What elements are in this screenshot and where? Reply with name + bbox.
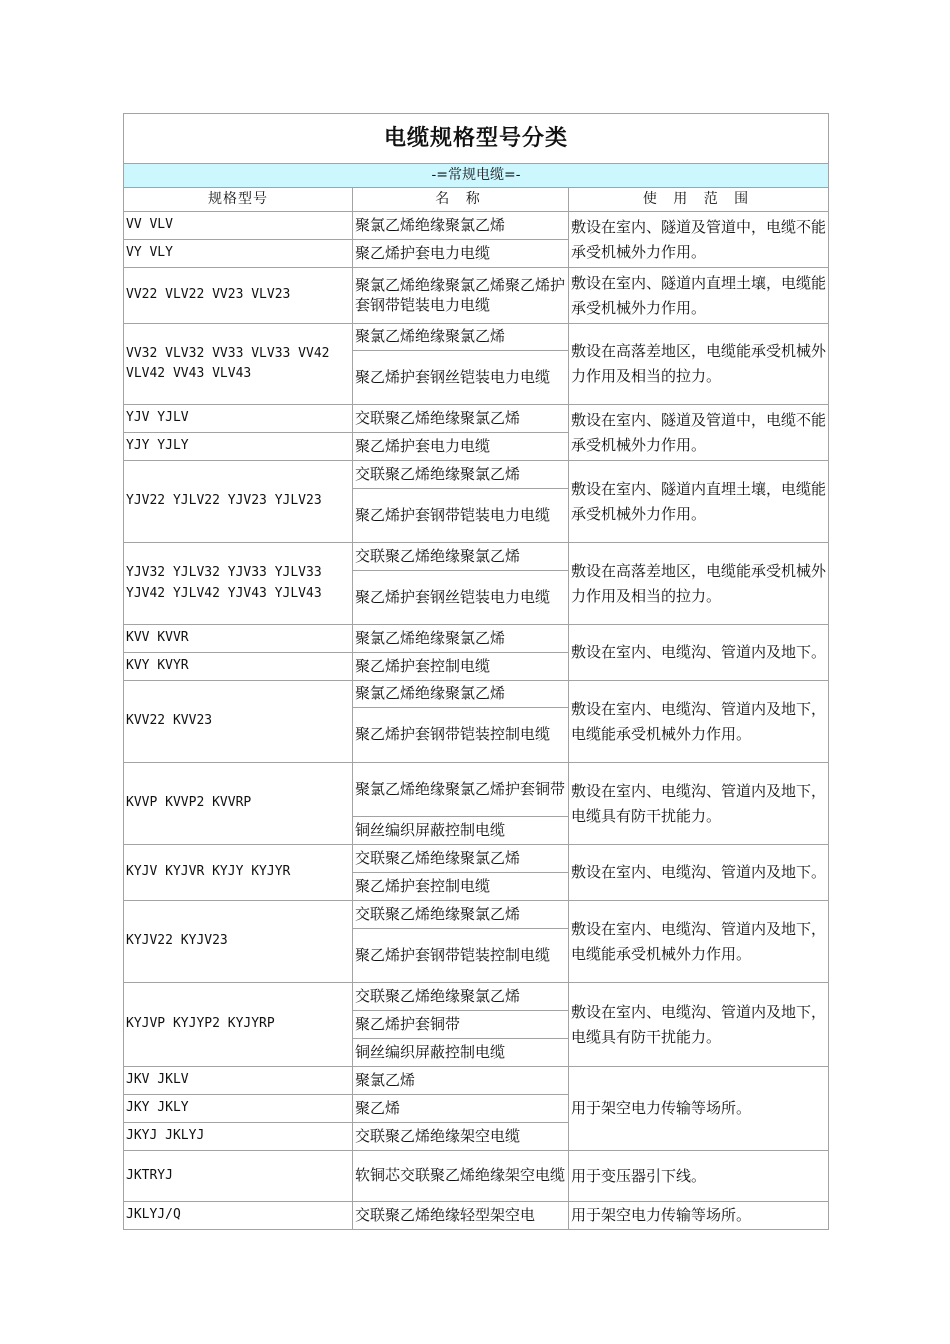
usage-cell: 用于变压器引下线。 xyxy=(569,1151,829,1202)
name-cell: 交联聚乙烯绝缘聚氯乙烯 xyxy=(353,983,569,1011)
model-cell: JKTRYJ xyxy=(124,1151,353,1202)
usage-cell: 敷设在室内、隧道内直埋土壤，电缆能承受机械外力作用。 xyxy=(569,268,829,324)
usage-cell: 用于架空电力传输等场所。 xyxy=(569,1067,829,1151)
section-heading: -=常规电缆=- xyxy=(124,164,829,188)
cable-spec-table xyxy=(123,113,829,1230)
header-name: 名 称 xyxy=(353,188,569,212)
header-model: 规格型号 xyxy=(124,188,353,212)
name-cell: 聚乙烯护套钢带铠装控制电缆 xyxy=(353,708,569,763)
table-row xyxy=(124,845,829,873)
table-row xyxy=(124,681,829,708)
name-cell: 聚乙烯护套铜带 xyxy=(353,1011,569,1039)
name-cell: 聚氯乙烯绝缘聚氯乙烯 xyxy=(353,324,569,351)
table-row xyxy=(124,625,829,653)
header-usage: 使 用 范 围 xyxy=(569,188,829,212)
name-cell: 交联聚乙烯绝缘轻型架空电 xyxy=(353,1202,569,1230)
name-cell: 软铜芯交联聚乙烯绝缘架空电缆 xyxy=(353,1151,569,1202)
name-cell: 聚氯乙烯绝缘聚氯乙烯 xyxy=(353,625,569,653)
model-cell: JKLYJ/Q xyxy=(124,1202,353,1230)
model-cell: YJV32 YJLV32 YJV33 YJLV33 YJV42 YJLV42 YJV43 YJLV43 xyxy=(124,543,353,625)
model-cell: KVV22 KVV23 xyxy=(124,681,353,763)
usage-cell: 敷设在高落差地区，电缆能承受机械外力作用及相当的拉力。 xyxy=(569,324,829,405)
name-cell: 聚乙烯护套钢带铠装电力电缆 xyxy=(353,489,569,543)
header-row xyxy=(124,188,829,212)
table-title: 电缆规格型号分类 xyxy=(124,114,829,164)
usage-cell: 用于架空电力传输等场所。 xyxy=(569,1202,829,1230)
usage-cell: 敷设在室内、隧道及管道中，电缆不能承受机械外力作用。 xyxy=(569,405,829,461)
model-cell: KYJV22 KYJV23 xyxy=(124,901,353,983)
name-cell: 交联聚乙烯绝缘架空电缆 xyxy=(353,1123,569,1151)
usage-cell: 敷设在室内、电缆沟、管道内及地下。 xyxy=(569,845,829,901)
usage-cell: 敷设在室内、电缆沟、管道内及地下，电缆具有防干扰能力。 xyxy=(569,983,829,1067)
table-row xyxy=(124,324,829,351)
table-row xyxy=(124,268,829,324)
name-cell: 铜丝编织屏蔽控制电缆 xyxy=(353,817,569,845)
name-cell: 聚氯乙烯绝缘聚氯乙烯 xyxy=(353,681,569,708)
name-cell: 聚乙烯护套钢丝铠装电力电缆 xyxy=(353,351,569,405)
table-row xyxy=(124,1067,829,1095)
usage-cell: 敷设在室内、隧道内直埋土壤，电缆能承受机械外力作用。 xyxy=(569,461,829,543)
name-cell: 聚乙烯护套钢丝铠装电力电缆 xyxy=(353,571,569,625)
table-row xyxy=(124,1202,829,1230)
name-cell: 交联聚乙烯绝缘聚氯乙烯 xyxy=(353,543,569,571)
title-row xyxy=(124,114,829,164)
section-row xyxy=(124,164,829,188)
name-cell: 聚乙烯护套电力电缆 xyxy=(353,433,569,461)
name-cell: 聚氯乙烯绝缘聚氯乙烯护套铜带 xyxy=(353,763,569,817)
name-cell: 聚乙烯护套控制电缆 xyxy=(353,873,569,901)
model-cell: VV32 VLV32 VV33 VLV33 VV42 VLV42 VV43 VLV43 xyxy=(124,324,353,405)
usage-cell: 敷设在室内、电缆沟、管道内及地下。 xyxy=(569,625,829,681)
model-cell: YJV22 YJLV22 YJV23 YJLV23 xyxy=(124,461,353,543)
model-cell: KYJVP KYJYP2 KYJYRP xyxy=(124,983,353,1067)
usage-cell: 敷设在室内、电缆沟、管道内及地下，电缆能承受机械外力作用。 xyxy=(569,681,829,763)
name-cell: 聚乙烯护套钢带铠装控制电缆 xyxy=(353,929,569,983)
table-row xyxy=(124,901,829,929)
model-cell: KVVP KVVP2 KVVRP xyxy=(124,763,353,845)
table-row xyxy=(124,461,829,489)
model-cell: KVY KVYR xyxy=(124,653,353,681)
name-cell: 铜丝编织屏蔽控制电缆 xyxy=(353,1039,569,1067)
name-cell: 聚乙烯 xyxy=(353,1095,569,1123)
name-cell: 聚氯乙烯绝缘聚氯乙烯 xyxy=(353,212,569,240)
table-row xyxy=(124,763,829,817)
usage-cell: 敷设在室内、隧道及管道中，电缆不能承受机械外力作用。 xyxy=(569,212,829,268)
model-cell: VV VLV xyxy=(124,212,353,240)
table-row xyxy=(124,543,829,571)
name-cell: 交联聚乙烯绝缘聚氯乙烯 xyxy=(353,405,569,433)
model-cell: YJV YJLV xyxy=(124,405,353,433)
name-cell: 聚乙烯护套控制电缆 xyxy=(353,653,569,681)
table-row xyxy=(124,212,829,240)
table-row xyxy=(124,405,829,433)
usage-cell: 敷设在高落差地区，电缆能承受机械外力作用及相当的拉力。 xyxy=(569,543,829,625)
model-cell: JKYJ JKLYJ xyxy=(124,1123,353,1151)
model-cell: KVV KVVR xyxy=(124,625,353,653)
model-cell: YJY YJLY xyxy=(124,433,353,461)
table-row xyxy=(124,1151,829,1202)
name-cell: 交联聚乙烯绝缘聚氯乙烯 xyxy=(353,845,569,873)
usage-cell: 敷设在室内、电缆沟、管道内及地下，电缆能承受机械外力作用。 xyxy=(569,901,829,983)
name-cell: 聚乙烯护套电力电缆 xyxy=(353,240,569,268)
model-cell: JKV JKLV xyxy=(124,1067,353,1095)
model-cell: JKY JKLY xyxy=(124,1095,353,1123)
model-cell: VY VLY xyxy=(124,240,353,268)
model-cell: VV22 VLV22 VV23 VLV23 xyxy=(124,268,353,324)
name-cell: 交联聚乙烯绝缘聚氯乙烯 xyxy=(353,461,569,489)
name-cell: 交联聚乙烯绝缘聚氯乙烯 xyxy=(353,901,569,929)
name-cell: 聚氯乙烯绝缘聚氯乙烯聚乙烯护套钢带铠装电力电缆 xyxy=(353,268,569,324)
table-row xyxy=(124,983,829,1011)
usage-cell: 敷设在室内、电缆沟、管道内及地下，电缆具有防干扰能力。 xyxy=(569,763,829,845)
name-cell: 聚氯乙烯 xyxy=(353,1067,569,1095)
model-cell: KYJV KYJVR KYJY KYJYR xyxy=(124,845,353,901)
